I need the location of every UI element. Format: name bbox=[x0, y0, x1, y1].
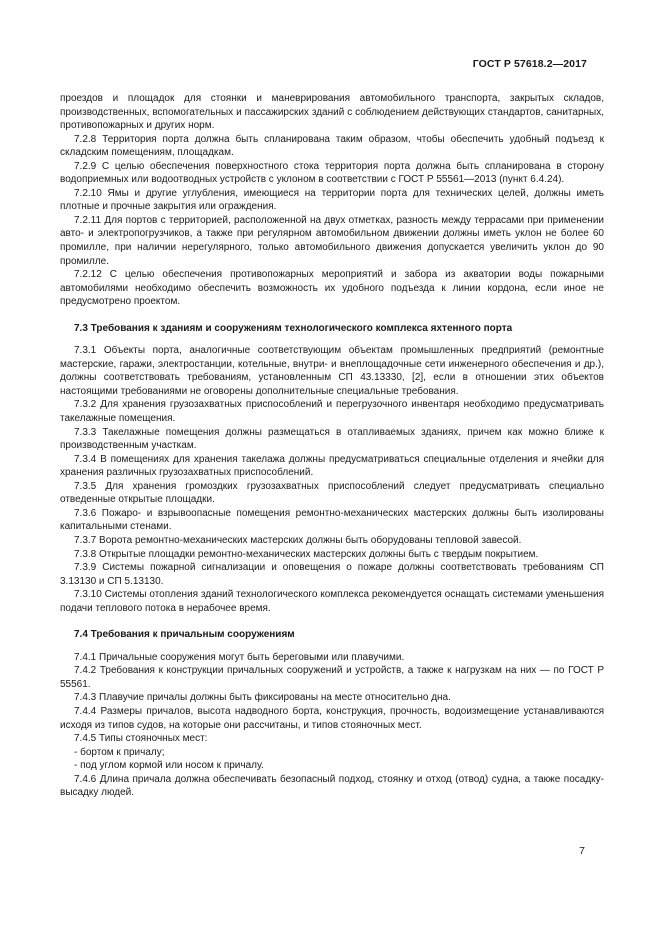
document-body bbox=[60, 92, 604, 800]
paragraph-7-3-10: 7.3.10 Системы отопления зданий технологического комплекса рекомендуется оснащать системами уменьшения подачи теплового потока в нерабочее время. bbox=[60, 589, 604, 614]
paragraph-7-2-8: 7.2.8 Территория порта должна быть спланирована таким образом, чтобы обеспечить удобный подъезд к складским помещениям, площадкам. bbox=[60, 133, 604, 159]
paragraph-continuation: проездов и площадок для стоянки и маневрирования автомобильного транспорта, закрытых складов, производственных, вспомогательных и пассажирских зданий с соблюдением действующих стандартов, санитарных, противопожарных и других норм. bbox=[60, 93, 604, 132]
paragraph-7-2-9: 7.2.9 С целью обеспечения поверхностного стока территория порта должна быть спланирована в сторону водоприемных или водоотводных устройств с уклоном в соответствии с ГОСТ Р 55561—2013 (пункт 6.4.24). bbox=[60, 160, 604, 186]
section-heading-7-4: 7.4 Требования к причальным сооружениям bbox=[74, 629, 295, 641]
paragraph-7-3-5: 7.3.5 Для хранения громоздких грузозахватных приспособлений следует предусматривать специально отведенные открытые площадки. bbox=[60, 480, 604, 506]
paragraph-7-3-3: 7.3.3 Такелажные помещения должны размещаться в отапливаемых зданиях, причем как можно ближе к производственным участкам. bbox=[60, 426, 604, 452]
page-number: 7 bbox=[579, 845, 585, 857]
paragraph-7-2-12: 7.2.12 С целью обеспечения противопожарных мероприятий и забора из акватории воды пожарными автомобилями необходимо обеспечить возможность их удобного подъезда к линии кордона, если иное не предусмотрено проектом. bbox=[60, 269, 604, 308]
list-item: - под углом кормой или носом к причалу. bbox=[74, 760, 264, 772]
paragraph-7-4-3: 7.4.3 Плавучие причалы должны быть фиксированы на месте относительно дна. bbox=[74, 692, 451, 704]
paragraph-7-4-6: 7.4.6 Длина причала должна обеспечивать безопасный подход, стоянку и отход (отвод) судна, а также посадку-высадку людей. bbox=[60, 773, 604, 799]
paragraph-7-3-4: 7.3.4 В помещениях для хранения такелажа должны предусматриваться специальные отделения и ячейки для хранения различных грузозахватных приспособлений. bbox=[60, 453, 604, 479]
paragraph-7-4-2: 7.4.2 Требования к конструкции причальных сооружений и устройств, а также к нагрузкам на них — по ГОСТ Р 55561. bbox=[60, 665, 604, 690]
paragraph-7-4-5: 7.4.5 Типы стояночных мест: bbox=[74, 733, 208, 745]
paragraph-7-2-11: 7.2.11 Для портов с территорией, расположенной на двух отметках, разность между террасами при применении авто- и электропогрузчиков, а также при регулярном автомобильном движении должны иметь уклон не более 60 промилле, при наличии нерегулярного, только автомобильного движения допускается увеличить уклон до 90 промилле. bbox=[60, 214, 604, 267]
section-heading-7-3: 7.3 Требования к зданиям и сооружениям технологического комплекса яхтенного порта bbox=[74, 322, 513, 334]
paragraph-7-4-4: 7.4.4 Размеры причалов, высота надводного борта, конструкция, прочность, водоизмещение устанавливаются исходя из типов судов, на которые они рассчитаны, и типов стояночных мест. bbox=[60, 705, 604, 731]
document-code: ГОСТ Р 57618.2—2017 bbox=[472, 58, 587, 70]
paragraph-7-3-2: 7.3.2 Для хранения грузозахватных приспособлений и перегрузочного инвентаря необходимо предусматривать такелажные помещения. bbox=[60, 399, 604, 425]
paragraph-7-3-7: 7.3.7 Ворота ремонтно-механических мастерских должны быть оборудованы тепловой завесой. bbox=[74, 534, 522, 546]
paragraph-7-4-1: 7.4.1 Причальные сооружения могут быть береговыми или плавучими. bbox=[74, 651, 405, 663]
paragraph-7-2-10: 7.2.10 Ямы и другие углубления, имеющиеся на территории порта для технических целей, должны иметь плотные и прочные закрытия или ограждения. bbox=[60, 187, 604, 213]
list-item: - бортом к причалу; bbox=[74, 746, 165, 758]
paragraph-7-3-1: 7.3.1 Объекты порта, аналогичные соответствующим объектам промышленных предприятий (ремонтные мастерские, гаражи, электростанции, котельные, внутри- и внеплощадочные сети инженерного обеспечения и др.), должны соответствовать требованиям, установленным СП 43.13330, [2], если в отношении этих объектов настоящими требованиями не оговорены дополнительные специальные требования. bbox=[60, 345, 604, 397]
paragraph-7-3-9: 7.3.9 Системы пожарной сигнализации и оповещения о пожаре должны соответствовать требованиям СП 3.13130 и СП 5.13130. bbox=[60, 562, 604, 587]
paragraph-7-3-6: 7.3.6 Пожаро- и взрывоопасные помещения ремонтно-механических мастерских должны быть изолированы капитальными стенами. bbox=[60, 507, 604, 533]
paragraph-7-3-8: 7.3.8 Открытые площадки ремонтно-механических мастерских должны быть с твердым покрытием. bbox=[74, 548, 539, 560]
